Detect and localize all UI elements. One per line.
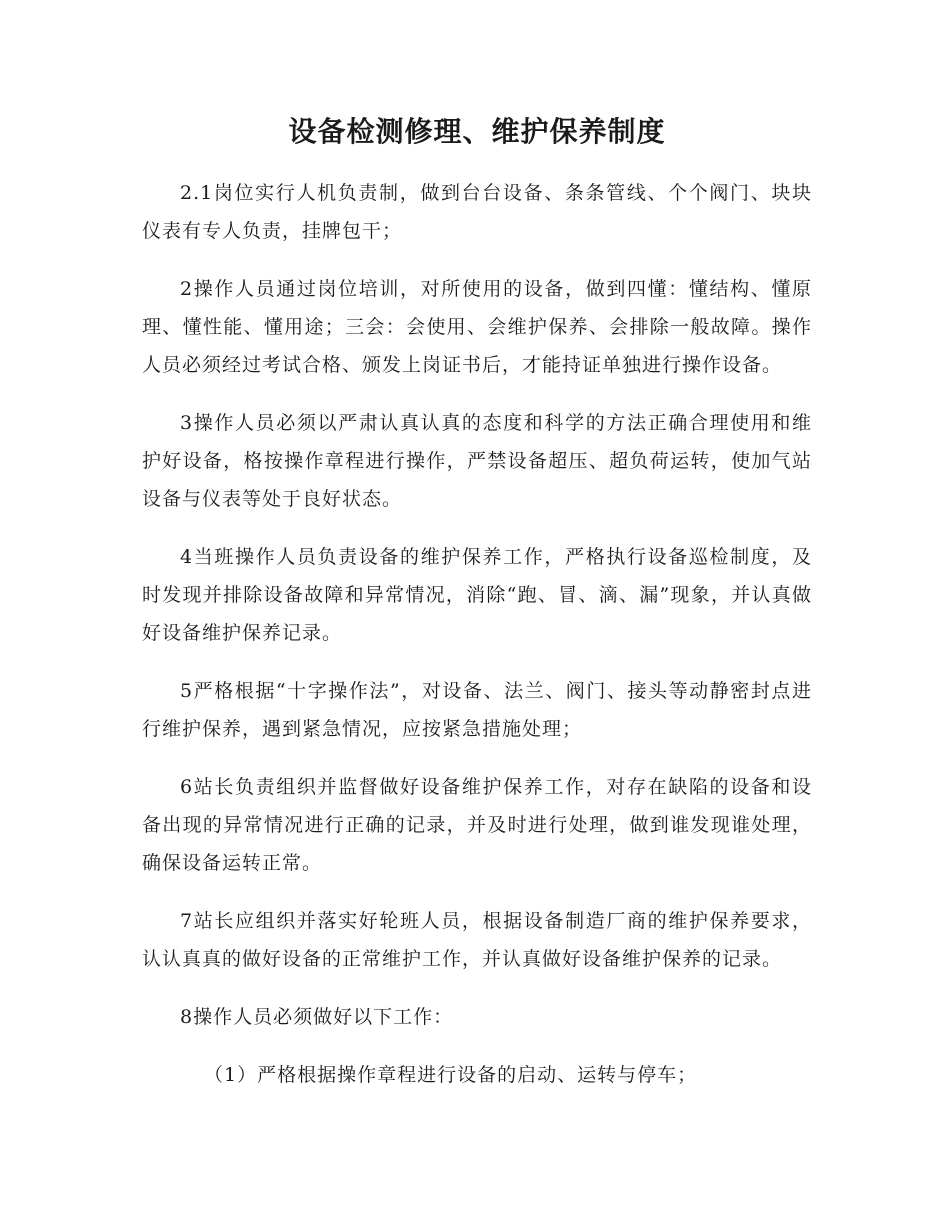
sub-item-1: （1）严格根据操作章程进行设备的启动、运转与停车； [204,1064,698,1086]
paragraph-5: 5严格根据“十字操作法”，对设备、法兰、阀门、接头等动静密封点进行维护保养，遇到紧急情况，应按紧急措施处理； [142,680,812,740]
paragraph-6: 6站长负责组织并监督做好设备维护保养工作，对存在缺陷的设备和设备出现的异常情况进行正确的记录，并及时进行处理，做到谁发现谁处理，确保设备运转正常。 [142,776,812,874]
paragraph-3: 3操作人员必须以严肃认真认真的态度和科学的方法正确合理使用和维护好设备，格按操作章程进行操作，严禁设备超压、超负荷运转，使加气站设备与仪表等处于良好状态。 [142,412,812,510]
document-title: 设备检测修理、维护保养制度 [288,115,666,148]
paragraph-2-1: 2.1岗位实行人机负责制，做到台台设备、条条管线、个个阀门、块块仪表有专人负责，挂牌包干； [142,182,812,242]
paragraph-7: 7站长应组织并落实好轮班人员，根据设备制造厂商的维护保养要求，认认真真的做好设备的正常维护工作，并认真做好设备维护保养的记录。 [142,910,812,970]
paragraph-8: 8操作人员必须做好以下工作： [180,1006,454,1028]
paragraph-4: 4当班操作人员负责设备的维护保养工作，严格执行设备巡检制度，及时发现并排除设备故障和异常情况，消除“跑、冒、滴、漏”现象，并认真做好设备维护保养记录。 [142,546,812,644]
paragraph-2: 2操作人员通过岗位培训，对所使用的设备，做到四懂：懂结构、懂原理、懂性能、懂用途；三会：会使用、会维护保养、会排除一般故障。操作人员必须经过考试合格、颁发上岗证书后，才能持证单独进行操作设备。 [142,278,812,376]
document-page [142,110,812,1094]
